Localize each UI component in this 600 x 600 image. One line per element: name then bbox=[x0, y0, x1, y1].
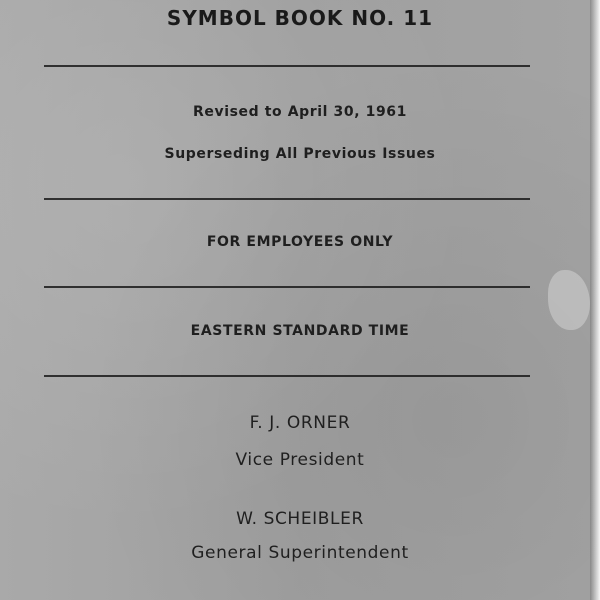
divider-1 bbox=[44, 65, 530, 67]
officer-1-role: Vice President bbox=[235, 450, 365, 470]
officer-2-name: W. SCHEIBLER bbox=[236, 509, 364, 529]
document-title: SYMBOL BOOK NO. 11 bbox=[166, 6, 434, 30]
divider-3 bbox=[44, 286, 530, 288]
officer-2-role: General Superintendent bbox=[191, 543, 409, 563]
time-zone-note: EASTERN STANDARD TIME bbox=[190, 323, 410, 339]
paper-tear-mark bbox=[548, 270, 590, 330]
divider-4 bbox=[44, 375, 530, 377]
employees-only-note: FOR EMPLOYEES ONLY bbox=[206, 234, 394, 250]
superseding-note: Superseding All Previous Issues bbox=[164, 146, 436, 162]
divider-2 bbox=[44, 198, 530, 200]
officer-1-name: F. J. ORNER bbox=[249, 413, 351, 433]
revision-date: Revised to April 30, 1961 bbox=[193, 104, 407, 120]
